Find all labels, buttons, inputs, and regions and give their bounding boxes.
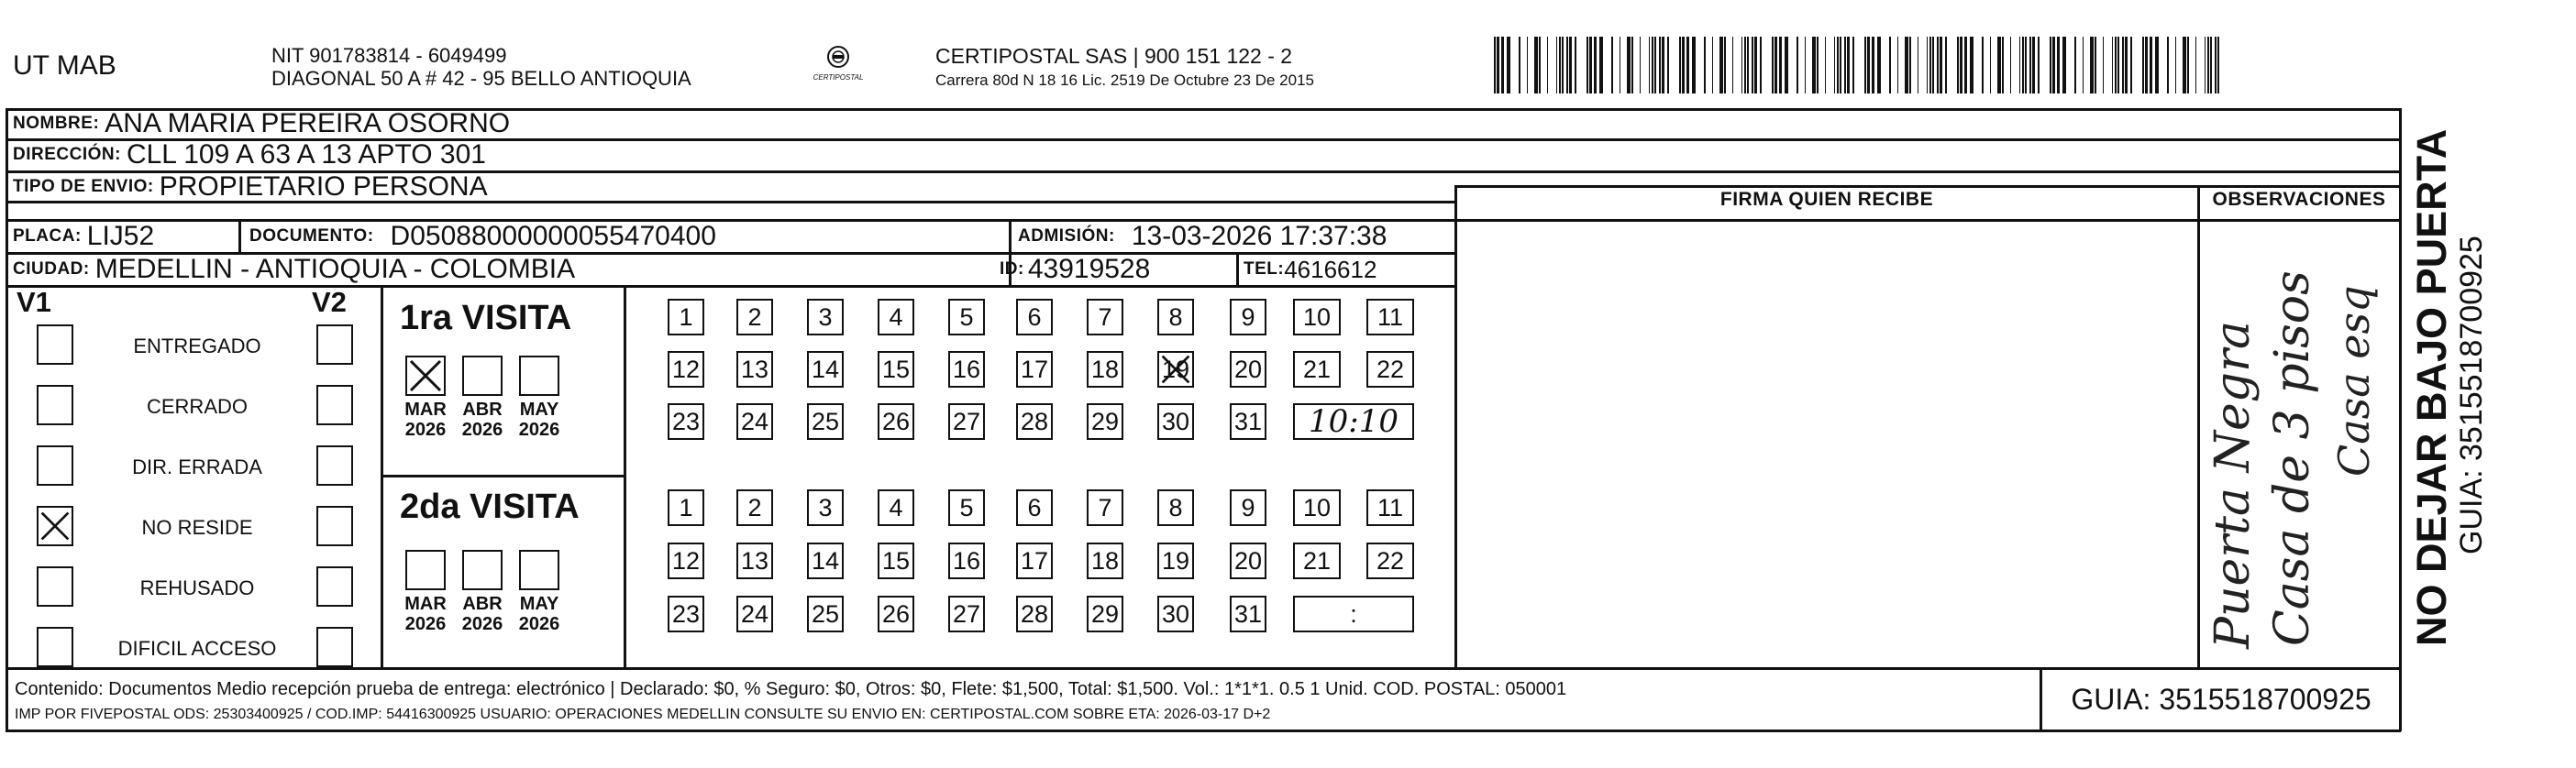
admision-label: ADMISIÓN:: [1018, 226, 1115, 246]
day-box[interactable]: [878, 596, 914, 632]
day-box[interactable]: [948, 403, 985, 440]
day-box[interactable]: [948, 299, 985, 335]
day-box[interactable]: [1230, 489, 1266, 526]
day-box[interactable]: [1157, 403, 1194, 440]
handwritten-note: Casa de 3 pisos: [2265, 270, 2320, 646]
day-number: 24: [740, 599, 769, 628]
day-box[interactable]: [1087, 543, 1123, 579]
day-box[interactable]: [807, 596, 844, 632]
day-box[interactable]: [1087, 299, 1123, 335]
day-box[interactable]: [878, 351, 914, 388]
day-number: 22: [1376, 355, 1405, 383]
day-number: 27: [952, 407, 981, 435]
day-box[interactable]: [807, 489, 844, 526]
day-number: 11: [1376, 302, 1404, 331]
day-number: 31: [1233, 599, 1263, 628]
tipo-field: [13, 171, 488, 202]
tel-label: TEL:: [1244, 259, 1285, 279]
day-box[interactable]: [948, 489, 985, 526]
day-number: 29: [1090, 599, 1120, 628]
day-box[interactable]: [1016, 596, 1053, 632]
day-number: 4: [889, 302, 903, 331]
day-number: 17: [1020, 355, 1049, 383]
day-number: 15: [881, 546, 911, 575]
tel-field: [1244, 253, 1376, 286]
day-box[interactable]: [668, 489, 704, 526]
day-box[interactable]: [1157, 596, 1194, 632]
company-name: UT MAB: [13, 50, 116, 81]
direccion-value: CLL 109 A 63 A 13 APTO 301: [126, 139, 486, 170]
day-number: 3: [818, 493, 833, 521]
day-box[interactable]: [1366, 543, 1414, 579]
id-label: ID:: [1000, 259, 1024, 279]
day-number: 4: [889, 493, 903, 521]
nit-text: NIT 901783814 - 6049499: [271, 44, 507, 67]
day-number: 10: [1302, 493, 1332, 521]
day-number: 18: [1090, 546, 1120, 575]
month-label: MAR 2026: [404, 594, 447, 634]
day-number: 15: [881, 355, 911, 383]
v1-checkbox[interactable]: [37, 385, 73, 425]
day-box[interactable]: [1016, 403, 1053, 440]
day-number: 12: [671, 355, 701, 383]
footer-guia: GUIA: 3515518700925: [2071, 682, 2371, 716]
day-number: 24: [740, 407, 769, 435]
day-box[interactable]: [878, 403, 914, 440]
id-value: 43919528: [1027, 254, 1151, 284]
time-box[interactable]: [1293, 596, 1414, 632]
day-number: 20: [1233, 355, 1263, 383]
day-number: 26: [881, 407, 911, 435]
day-number: 17: [1020, 546, 1049, 575]
day-number: 7: [1098, 493, 1112, 521]
documento-value: D05088000000055470400: [390, 221, 716, 251]
day-number: 1: [679, 302, 693, 331]
day-box[interactable]: [1366, 299, 1414, 335]
v1-label: V1: [17, 286, 51, 318]
day-number: 30: [1161, 599, 1190, 628]
v1-checkbox[interactable]: [37, 506, 73, 546]
day-number: 2: [747, 302, 762, 331]
month-checkbox[interactable]: [405, 550, 446, 590]
day-box[interactable]: [668, 299, 704, 335]
day-box[interactable]: [668, 543, 704, 579]
day-box[interactable]: [736, 351, 773, 388]
month-label: ABR 2026: [461, 400, 503, 440]
v2-checkbox[interactable]: [316, 506, 353, 546]
day-box[interactable]: [807, 403, 844, 440]
day-box[interactable]: [1230, 299, 1266, 335]
day-box[interactable]: [668, 351, 704, 388]
day-number: 3: [818, 302, 833, 331]
day-box[interactable]: [736, 543, 773, 579]
day-box[interactable]: [948, 596, 985, 632]
side-guia: GUIA: 3515518700925: [2454, 236, 2489, 554]
ciudad-value: MEDELLIN - ANTIOQUIA - COLOMBIA: [94, 254, 576, 284]
v2-checkbox[interactable]: [316, 385, 353, 425]
day-box[interactable]: [736, 596, 773, 632]
placa-field: [13, 220, 154, 253]
v1-checkbox[interactable]: [37, 566, 73, 607]
month-checkbox[interactable]: [462, 550, 503, 590]
day-box[interactable]: [1016, 543, 1053, 579]
day-number: 19: [1161, 546, 1190, 575]
day-number: 25: [811, 599, 840, 628]
id-field: [1000, 253, 1150, 286]
day-box[interactable]: [1293, 543, 1341, 579]
day-number: 9: [1241, 302, 1255, 331]
status-label: NO RESIDE: [141, 516, 253, 539]
day-box[interactable]: [1016, 489, 1053, 526]
status-label: ENTREGADO: [133, 335, 261, 357]
month-checkbox[interactable]: [462, 356, 503, 396]
day-number: 19: [1161, 355, 1190, 383]
footer-contenido: Contenido: Documentos Medio recepción prueba de entrega: electrónico | Declarado: $0, % Seguro: $0, Otros: $0, Flete: $1,500, Total: $1,500. Vol.: 1*1*1. 0.5 1 Unid. COD. POSTAL: 050001: [15, 679, 1567, 699]
day-number: 30: [1161, 407, 1190, 435]
day-number: 9: [1241, 493, 1255, 521]
v2-checkbox[interactable]: [316, 566, 353, 607]
day-box[interactable]: [1230, 403, 1266, 440]
day-number: 27: [952, 599, 981, 628]
day-box[interactable]: [1230, 351, 1266, 388]
handwritten-note: Puerta Negra: [2206, 321, 2261, 649]
v2-checkbox[interactable]: [316, 627, 353, 667]
documento-label: DOCUMENTO:: [249, 226, 374, 246]
day-number: 16: [952, 546, 981, 575]
day-box[interactable]: [948, 351, 985, 388]
month-label: MAR 2026: [404, 400, 447, 440]
day-number: 31: [1233, 407, 1263, 435]
month-checkbox[interactable]: [519, 356, 559, 396]
admision-value: 13-03-2026 17:37:38: [1131, 221, 1388, 251]
v1-checkbox[interactable]: [37, 445, 73, 486]
day-number: 14: [811, 355, 840, 383]
day-box[interactable]: [807, 299, 844, 335]
ciudad-label: CIUDAD:: [13, 259, 90, 279]
day-box[interactable]: [1157, 489, 1194, 526]
day-box[interactable]: [1366, 489, 1414, 526]
day-number: 1: [679, 493, 693, 521]
day-box[interactable]: [1157, 543, 1194, 579]
v2-label: V2: [312, 286, 347, 318]
day-box[interactable]: [878, 489, 914, 526]
placa-value: LIJ52: [86, 221, 155, 251]
day-number: 18: [1090, 355, 1120, 383]
direccion-field: [13, 139, 486, 170]
day-box[interactable]: [1293, 351, 1341, 388]
handwritten-note: Casa esq: [2329, 285, 2379, 477]
certipostal-logo-icon: [813, 42, 864, 90]
day-number: 29: [1090, 407, 1120, 435]
v1-checkbox[interactable]: [37, 324, 73, 365]
documento-field: [249, 220, 716, 253]
month-label: ABR 2026: [461, 594, 503, 634]
day-box[interactable]: [736, 299, 773, 335]
status-label: DIR. ERRADA: [132, 455, 262, 478]
logo-text: CERTIPOSTAL: [813, 73, 864, 82]
day-number: 6: [1027, 493, 1042, 521]
day-number: 26: [881, 599, 911, 628]
placa-label: PLACA:: [13, 226, 82, 246]
day-number: 6: [1027, 302, 1042, 331]
day-number: 7: [1098, 302, 1112, 331]
day-number: 25: [811, 407, 840, 435]
nombre-value: ANA MARIA PEREIRA OSORNO: [105, 108, 511, 138]
day-box[interactable]: [1230, 543, 1266, 579]
day-number: 13: [740, 355, 769, 383]
time-value: 10:10: [1309, 403, 1399, 440]
second-visit-title: 2da VISITA: [400, 488, 580, 526]
day-box[interactable]: [1366, 351, 1414, 388]
ciudad-field: [13, 253, 575, 286]
month-checkbox[interactable]: [405, 356, 446, 396]
footer-imp: IMP POR FIVEPOSTAL ODS: 25303400925 / COD.IMP: 54416300925 USUARIO: OPERACIONES MEDELLIN CONSULTE SU ENVIO EN: CERTIPOSTAL.COM SOBRE ETA: 2026-03-17 D+2: [15, 707, 1271, 722]
tel-value: 4616612: [1284, 255, 1377, 283]
nombre-field: [13, 108, 510, 139]
first-visit-title: 1ra VISITA: [400, 299, 572, 337]
day-number: 23: [671, 599, 701, 628]
day-number: 12: [671, 546, 701, 575]
day-box[interactable]: [1293, 299, 1341, 335]
day-number: 22: [1376, 546, 1405, 575]
day-number: 21: [1302, 546, 1332, 575]
v2-checkbox[interactable]: [316, 445, 353, 486]
time-box[interactable]: [1293, 403, 1414, 440]
day-number: 13: [740, 546, 769, 575]
day-number: 11: [1376, 493, 1404, 521]
month-label: MAY 2026: [518, 594, 560, 634]
day-box[interactable]: [1087, 351, 1123, 388]
v1-checkbox[interactable]: [37, 627, 73, 667]
day-number: 10: [1302, 302, 1332, 331]
day-number: 16: [952, 355, 981, 383]
day-box[interactable]: [807, 351, 844, 388]
day-number: 23: [671, 407, 701, 435]
day-box[interactable]: [878, 299, 914, 335]
observaciones-header: OBSERVACIONES: [2212, 189, 2386, 210]
day-number: 28: [1020, 599, 1049, 628]
tipo-value: PROPIETARIO PERSONA: [159, 170, 488, 202]
day-box[interactable]: [1157, 299, 1194, 335]
day-box[interactable]: [1016, 351, 1053, 388]
day-box[interactable]: [1157, 351, 1194, 388]
firma-header: FIRMA QUIEN RECIBE: [1719, 189, 1934, 210]
day-box[interactable]: [1087, 489, 1123, 526]
day-box[interactable]: [736, 489, 773, 526]
day-number: 2: [747, 493, 762, 521]
day-box[interactable]: [1016, 299, 1053, 335]
day-box[interactable]: [878, 543, 914, 579]
day-box[interactable]: [668, 596, 704, 632]
status-label: DIFICIL ACCESO: [117, 637, 277, 660]
day-box[interactable]: [1230, 596, 1266, 632]
no-dejar-notice: NO DEJAR BAJO PUERTA: [2408, 128, 2455, 646]
v2-checkbox[interactable]: [316, 324, 353, 365]
day-number: 20: [1233, 546, 1263, 575]
day-box[interactable]: [736, 403, 773, 440]
day-number: 21: [1302, 355, 1332, 383]
day-number: 8: [1168, 493, 1183, 521]
day-box[interactable]: [807, 543, 844, 579]
day-number: 5: [959, 302, 974, 331]
day-box[interactable]: [1293, 489, 1341, 526]
month-label: MAY 2026: [518, 400, 560, 440]
time-value: :: [1350, 599, 1357, 628]
day-number: 8: [1168, 302, 1183, 331]
admision-field: [1018, 220, 1387, 253]
day-box[interactable]: [668, 403, 704, 440]
tipo-label: TIPO DE ENVIO:: [13, 176, 154, 196]
barcode: [1490, 37, 2219, 93]
carrier-name: CERTIPOSTAL SAS | 900 151 122 - 2: [935, 44, 1293, 68]
day-box[interactable]: [948, 543, 985, 579]
day-box[interactable]: [1087, 596, 1123, 632]
status-label: CERRADO: [146, 395, 248, 418]
nombre-label: NOMBRE:: [13, 114, 100, 133]
day-box[interactable]: [1087, 403, 1123, 440]
direccion-label: DIRECCIÓN:: [13, 145, 121, 164]
day-number: 14: [811, 546, 840, 575]
day-number: 5: [959, 493, 974, 521]
address-text: DIAGONAL 50 A # 42 - 95 BELLO ANTIOQUIA: [271, 67, 691, 90]
day-number: 28: [1020, 407, 1049, 435]
status-label: REHUSADO: [139, 576, 255, 599]
carrier-license: Carrera 80d N 18 16 Lic. 2519 De Octubre 23 De 2015: [935, 71, 1314, 89]
month-checkbox[interactable]: [519, 550, 559, 590]
